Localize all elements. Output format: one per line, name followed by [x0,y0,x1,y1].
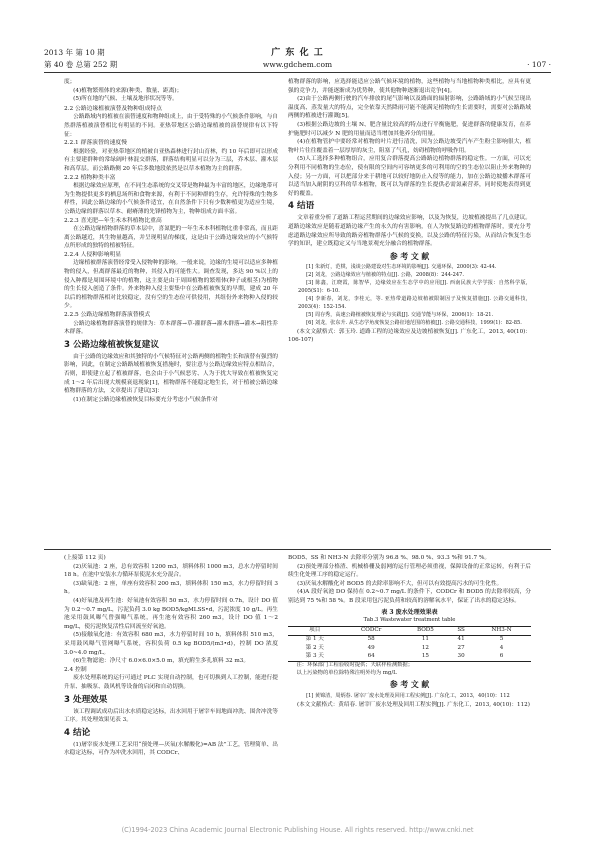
header-rule [44,72,551,73]
paragraph: (2)预处理部分格渣、机械格栅及弱网的运行管理必须重视，保障设备的正常运转，有利于后续生化处理工序的稳定运行。 [288,563,531,579]
paragraph: 边缘植被群落演替经常受入侵物种的影响。一般来说，边缘的生境可以适应多种植物的侵入，但离群落最近的物种，其侵入的可能性大。调查发现，多达 90 %以上的侵入种都是周围环境中的植物，这主要是由于周围植物的繁殖体(种子或根茎)为植物的生长侵入创造了条件。外来物种入侵主要集中在公路植被恢复的早期，建成 20 年以后的植物群落相对比较稳定，没有空的生态位可供侵用，其组份外来物种入侵的较少。 [64,260,278,310]
paragraph: (5)人工选择多种植物组合，应用复合群落提高公路路边植物群落的稳定性。一方面，可以充分利用不同植物的生态位，使有限的空间内可容纳更多的可利用的空的生态位以阻止外来物种的入侵；另一方面，可以把部分来于耕地可以较好地防止入侵等的能力，加在公路边坡播木群落可以适当加入耐阴的豆科的草本植物，既可以为群落的生长提供必需氮素营养，同时使地表得到更好的覆盖。 [288,156,531,197]
paragraph: (3)缺氧池：2 座，单座有效容积 200 m3，填料体积 150 m3，水力停留时间 3 h。 [64,580,278,596]
subsection-heading: 2.4 控制 [64,666,87,673]
paragraph: (5)接触氧化池：有效容积 680 m3，水力停留时间 10 h，填料体积 510 m3，采用鼓风曝气管网曝气系统，容积负荷 0.5 kg BOD5/(m3•d)，控制 DO 浓度 3.0~4.0 mg/L。 [64,632,278,656]
table-header-row [288,626,531,635]
paragraph: (4)在植物管护中要经常对植物的叶片进行清洗，因为公路边坡受汽车产生粉尘影响很大，植物叶片往往覆盖着一层厚厚的灰尘，阻塞了气孔，妨碍植物的呼吸作用。 [288,139,531,154]
paragraph: 公路边缘植物群落演替的规律为：草本群落→草-灌群落→灌木群落→灌木→阳性乔木群落。 [64,320,278,336]
lower-references-list [288,693,531,701]
lower-left-column [64,554,278,758]
journal-name: 广 东 化 工 [271,48,324,58]
table-cell: 15 [401,653,450,662]
paragraph: 度； [64,79,76,85]
table-row [288,653,531,662]
table-notes [288,662,531,677]
paragraph: 根据边缘效应原理，在不同生态系统的交叉带是物种最为丰富的地区，边缘地带可为生物提供更多的栖息场所和食物来源，有利于不同种群的生存，允许特殊的生物多样性，因此公路边缘的小气候条件适宜，在自然条件下只有少数种植更为适应生境，公路边缘的群落以草本、耐瘠薄的先锋植物为主，物种组成方面丰富。 [64,183,278,215]
reference-item: [3] 陈鑫，江晓霞，陈智华，边缘效应在生态学中的应用[J]. 西南民族大学学报：自然科学版，2005(S1)：6-10. [298,280,531,294]
section-heading: 3 处理效果 [64,694,108,705]
paragraph: 由于公路的边缘效应和其独特的小气候特征对公路两侧的植物生长和演替有强烈的影响，因此，在制定公路路域植被恢复措施时，要注意与公路边缘效应特点相结合，否则，即使建立起了植被群落，也会由于小气候恶劣、人为于扰大导致在植被恢复完成 1～2 年后出现大规模衰退现象[1]，植物群落不能稳定地生长，对于植被公路边缘植物群落的方法，文章提出了建议[3]： [64,353,278,395]
lower-right-column [288,554,531,709]
right-column [288,78,531,345]
subsection-heading: 2.2.4 人侵种影响明显 [64,251,122,258]
table-cell: 第 2 天 [305,644,324,651]
table-title: 表 3 废水处理效果表 [381,608,438,616]
table-cell: 41 [457,636,465,643]
table-cell: 49 [367,644,375,651]
table-cell: 64 [341,653,400,662]
table-cell: 11 [421,636,429,643]
paragraph: (1)屠宰废水处理工艺采用“预处理—厌氧(水解酸化)=AB 法”工艺，管理简单、出水稳定达标，可作为冲洗水回用，其 CODCr、 [64,741,278,757]
copyright-footer: (C)1994-2023 China Academic Journal Electronic Publishing House. All rights reserved. http://www.cnki.net [121,826,474,834]
table-note: 注：环保部门工程验收时提供；天联样检测数据； [296,662,414,669]
table-cell: 4 [499,644,504,651]
paragraph: 废水处理系统的运行可通过 PLC 实现自动控制，也可切换到人工控制，能进行提升泵、抽吸泵、鼓风机等设备的启闭和自动切换。 [64,675,278,690]
volume-line: 第 40 卷 总第 252 期 [44,60,118,69]
article-divider [44,549,551,550]
subsection-heading: 2.2 公路边缘植被演替及物种组成特点 [64,105,163,112]
paragraph: (3)厌氧水解酸化对 BOD5 的去除率影响不大，但可以有效提高污水的可生化性。 [297,580,503,587]
lower-references-title: 参 考 文 献 [389,680,430,690]
paragraph: (2)由于公路两侧行驶的汽车排放的尾气影响以及路面的辐射影响，公路路域的小气候呈现出温度高、蒸发量大的特点，完全依靠天然降雨可能不能满足植物的生长需要时，需要对公路路域两侧的植被进行灌溉[5]。 [288,96,531,120]
paragraph: 根据经验，对亚热带地区的植被自亚热森林进行封山育林，约 10 年后即可以形成有主要建群种的常绿阔叶林混交群落，群落结构明显可以分为三层，乔木层、灌木层和高草层。而公路路侧 20 年后多数地段依然是以草本植物为主的群落。 [64,148,278,172]
left-column [64,78,278,404]
subsection-heading: 2.2.2 植物种类丰富 [64,174,116,181]
subsection-heading: 2.2.3 喜光肥—年生禾本科植物比重高 [64,217,162,224]
paragraph: (4)A 段好氧池 DO 保持在 0.2~0.7 mg/L 的条件下，CODCr 和 BOD5 的去除率较高，分别达到 75 %和 58 %。B 段采用包污泥负荷和较高的溶解氧水平，保证了出水的稳定达标。 [288,589,531,604]
reference-item: [2] 刘龙，公路边缘效应与植被的特点[J]. 公路，2008(8)：244-247. [306,272,464,279]
table-cell: 第 1 天 [305,636,324,643]
article-citation: (本文文献格式：郭玉玲. 道路工程的边缘效应及边坡植被恢复[J]. 广东化工，2013, 40(10)：106-107) [288,328,531,344]
references-title: 参 考 文 献 [389,251,430,261]
table-header-cell: BOD5 [401,626,450,635]
table-body [288,635,531,661]
paragraph: (1)在制定公路边缘植被恢复目标要充分考虑小气候条件对 [73,396,218,403]
paragraph: 该工程调试成功后出水水质稳定达标，出水回用于屠宰车间地面冲洗、围舍冲洗等工序。其处理效果见表 3。 [64,708,278,724]
table-cell: 6 [472,653,531,662]
table-cell: 58 [367,636,375,643]
paragraph: BOD5、SS 和 NH3-N 去除率分别为 96.8 %、98.0 %、93.3 %和 91.7 %。 [288,555,491,561]
paragraph: 在公路边缘植物群落的草本层中，喜氮肥的一年生禾本科植物比重非常高，而且距离公路越近，其生物量越高，并呈现明显的梯度，这是由于公路边缘效应的小气候特点所形成的独特的植被特征。 [64,226,278,250]
reference-item: [6] 刘龙，张东升. 从生态学角度恢复公路征地范围的植被[J]. 公路交通科技，1999(1)：82-85. [306,319,522,326]
section-heading: 3 公路边缘植被恢复建议 [64,339,159,350]
paragraph: (2)厌氧池：2 座，总有效容积 1200 m3，填料体积 1000 m3，总水力停留时间 18 h。在池中安装水力循环泵使泥水充分混合。 [64,563,278,579]
conclusions-continued [288,554,531,606]
paragraph: 文章着重分析了道路工程运营期间的边缘效应影响，以及为恢复，边坡植被提出了几点建议。道路边缘效应是随着道路边缘产生的永久的有害影响，在人为恢复路边的植物群落时，要充分考虑道路边缘效应所导致的路旁植物群落小气候的变换，以及公路的特征污染，从而结合恢复生态学的知识，建立既稳定又与当地景观充分融合的植物群落。 [288,215,531,248]
paragraph: (上接第 112 页) [64,555,106,561]
paragraph: 公路路域内的植被在演替速度和物种组成上，由于受特殊的小气候条件影响，与自然群落植被演替相比有明显的不同。亚热带地区公路边缘植被的演替规律有以下特征： [64,114,278,138]
section-heading: 4 结论 [64,727,91,738]
subsection-heading: 2.2.5 公路边缘植物群落演替模式 [64,312,151,319]
section-heading: 4 结语 [288,201,315,212]
table-header-cell: SS [450,626,472,635]
table-row [288,644,531,652]
page-number: · 107 · [527,60,551,69]
table-title-en: Tab.3 Wastewater treatment table [363,616,456,623]
lower-article-citation: (本文文献格式：黄绍春. 屠宰厂废水处理及回用工程实例[J]. 广东化工，2013, 40(10)：112) [296,701,530,708]
paragraph: (6)生物滤池：净尺寸 6.0×6.0×5.0 m，填充附生多孔填料 32 m3。 [73,658,250,665]
references-list [288,264,531,327]
table-header-cell: NH3-N [472,626,531,635]
reference-item: [4] 李新春，刘龙，李桂元，等. 亚热带道路边坡植被限制因子及恢复措施[J]. 公路交通科技，2003(4)：152-154. [298,295,531,310]
subsection-heading: 2.2.1 群落演替的速度慢 [64,140,127,147]
table-cell: 30 [450,653,472,662]
treatment-effect-table [288,626,531,663]
table-cell: 27 [457,644,465,651]
reference-item: [1] 黄锦清，周炳春. 屠宰厂废水处理及回用工程实例[J]. 广东化工，2013，40(10)：112 [306,692,510,699]
table-header-cell: CODCr [341,626,400,635]
right-column-body [288,78,531,249]
reference-item: [5] 周存秀，高速公路植被恢复理论与实践[J]. 交通节能与环保，2006(1)：18-21. [306,311,494,318]
table-cell: 12 [421,644,429,651]
paragraph: (5)所在地的气候、土壤及地形状况等等。 [73,96,178,103]
paragraph: (4)好氧池及再生池：好氧池有效容积 50 m3，水力停留时间 0.7h，设计 DO 值为 0.2～0.7 mg/L，污泥负荷 3.0 kg BOD5/kgMLSS•d，污泥浓度 10 g/L。再生池采用鼓风曝气曾强曝气系统，再生池有效容积 260 m3，设计 DO 值 1～2 mg/L，使污泥恢复活性后回流至好氧池。 [64,597,278,630]
paragraph: (4)植物繁殖体的来源(种类、数量、距离)； [73,87,183,94]
issue-line: 2013 年 第 10 期 [44,48,105,57]
table-cell: 第 3 天 [288,653,341,662]
table-note: 以上污染物的单位除特殊注明外均为 mg/L [296,669,397,676]
journal-website[interactable]: www.gdchem.com [262,60,333,69]
table-cell: 5 [499,636,504,643]
paragraph: (3)根据公路边坡的土壤 N、肥含量比较高的特点进行平衡施肥，促进群落的健康发育，在养护施肥时可以减少 N 肥的用量而适当增加其他养分的用量。 [288,121,531,137]
paragraph: 植物群落的影响，应选择能适应公路气候环境的植物，这些植物与当地植物种类相比，应具有更强的竞争力，并能逐渐成为优势种，使其他物种逐渐退出竞争[4]。 [288,79,531,94]
table-header-cell: 项目 [288,626,341,635]
table-row [288,635,531,644]
reference-item: [1] 朱新灯，范棋，浅谈公路建设对生态环境的影响[J]. 交通环保，2000(3): 42-44. [306,264,497,271]
